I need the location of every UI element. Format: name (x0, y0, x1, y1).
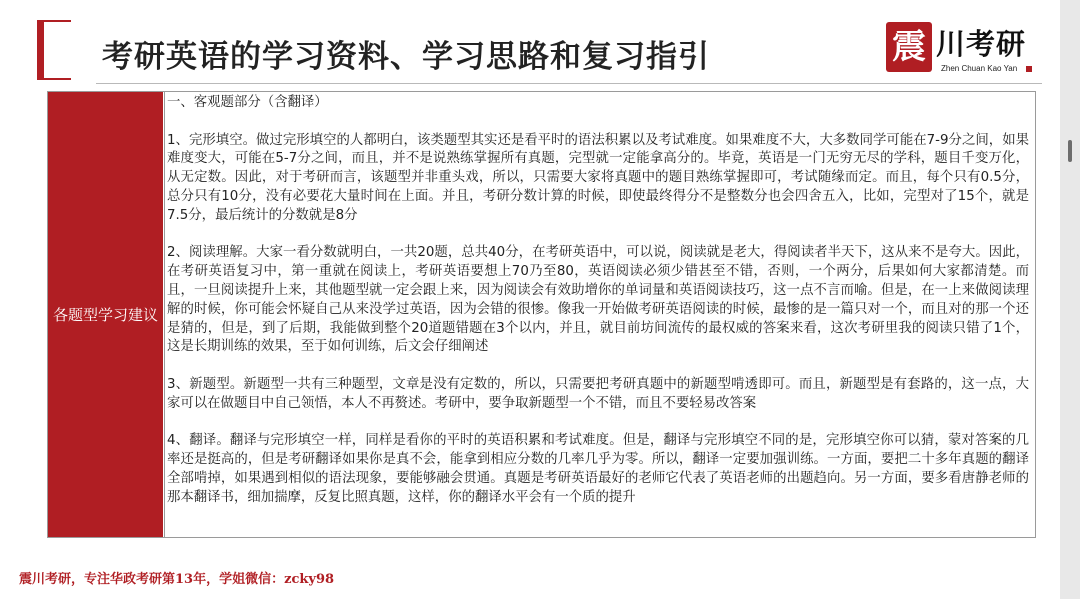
row-label-text: 各题型学习建议 (52, 306, 158, 324)
logo-square-icon (1026, 66, 1032, 72)
advice-table (47, 91, 1036, 538)
page-title: 考研英语的学习资料、学习思路和复习指引 (102, 39, 710, 75)
brand-logo (886, 22, 1036, 78)
logo-subtitle: Zhen Chuan Kao Yan (941, 64, 1018, 73)
scrollbar-thumb[interactable] (1068, 140, 1072, 162)
header-divider (96, 83, 1042, 84)
content-cell (164, 92, 1035, 537)
vertical-scrollbar[interactable] (1060, 0, 1080, 599)
logo-seal-icon: 震 (886, 22, 932, 72)
paragraph-new-type: 3、新题型。新题型一共有三种题型，文章是没有定数的，所以，只需要把考研真题中的新题型啃透即可。而且，新题型是有套路的，这一点，大家可以在做题目中自己领悟，本人不再赘述。考研中，要争取新题型一个不错，而且不要轻易改答案 (167, 376, 1029, 411)
paragraph-cloze: 1、完形填空。做过完形填空的人都明白，该类题型其实还是看平时的语法积累以及考试难度。如果难度不大，大多数同学可能在7-9分之间，如果难度变大，可能在5-7分之间，而且，并不是说熟练掌握所有真题，完型就一定能拿高分的。毕竟，英语是一门无穷无尽的学科，题目千变万化，从无定数。因此，对于考研而言，该题型并非重头戏，所以，只需要大家将真题中的题目熟练掌握即可，考试随缘而定。而且，每个只有0.5分，总分只有10分，没有必要花大量时间在上面。并且，考研分数计算的时候，即使最终得分不是整数分也会四舍五入，比如，完型对了15个，就是7.5分，最后统计的分数就是8分 (167, 132, 1029, 223)
paragraph-translation: 4、翻译。翻译与完形填空一样，同样是看你的平时的英语积累和考试难度。但是，翻译与完形填空不同的是，完形填空你可以猜，蒙对答案的几率还是挺高的，但是考研翻译如果你是真不会，能拿到相应分数的几率几乎为零。所以，翻译一定要加强训练。一方面，要把二十多年真题的翻译全部啃掉，如果遇到相似的语法现象，要能够融会贯通。真题是考研英语最好的老师它代表了英语老师的出题趋向。另一方面，要多看唐静老师的那本翻译书，细加揣摩，反复比照真题，这样，你的翻译水平会有一个质的提升 (167, 433, 1029, 505)
title-bracket-decoration (37, 20, 71, 80)
logo-text: 川考研 (936, 27, 1027, 61)
section-heading: 一、客观题部分（含翻译） (167, 95, 328, 110)
footer-text: 震川考研，专注华政考研第13年，学姐微信：zcky98 (19, 572, 335, 587)
paragraph-reading: 2、阅读理解。大家一看分数就明白，一共20题，总共40分，在考研英语中，可以说，阅读就是老大，得阅读者半天下，这从来不是夸大。因此，在考研英语复习中，第一重就在阅读上，考研英语要想上70乃至80，英语阅读必须少错甚至不错，否则，一个两分，后果如何大家都清楚。而且，一旦阅读提升上来，其他题型就一定会跟上来，因为阅读会有效助增你的单词量和英语阅读技巧，这一点不言而喻。但是，在一上来做阅读理解的时候，你可能会怀疑自己从来没学过英语，因为会错的很惨。像我一开始做考研英语阅读的时候，最惨的是一篇只对一个，而且对的那一个还是猜的，但是，到了后期，我能做到整个20道题错题在3个以内，并且，就目前坊间流传的最权威的答案来看，这次考研里我的阅读只错了1个，这是长期训练的效果，至于如何训练，后文会仔细阐述 (167, 245, 1029, 355)
row-label (48, 92, 163, 537)
